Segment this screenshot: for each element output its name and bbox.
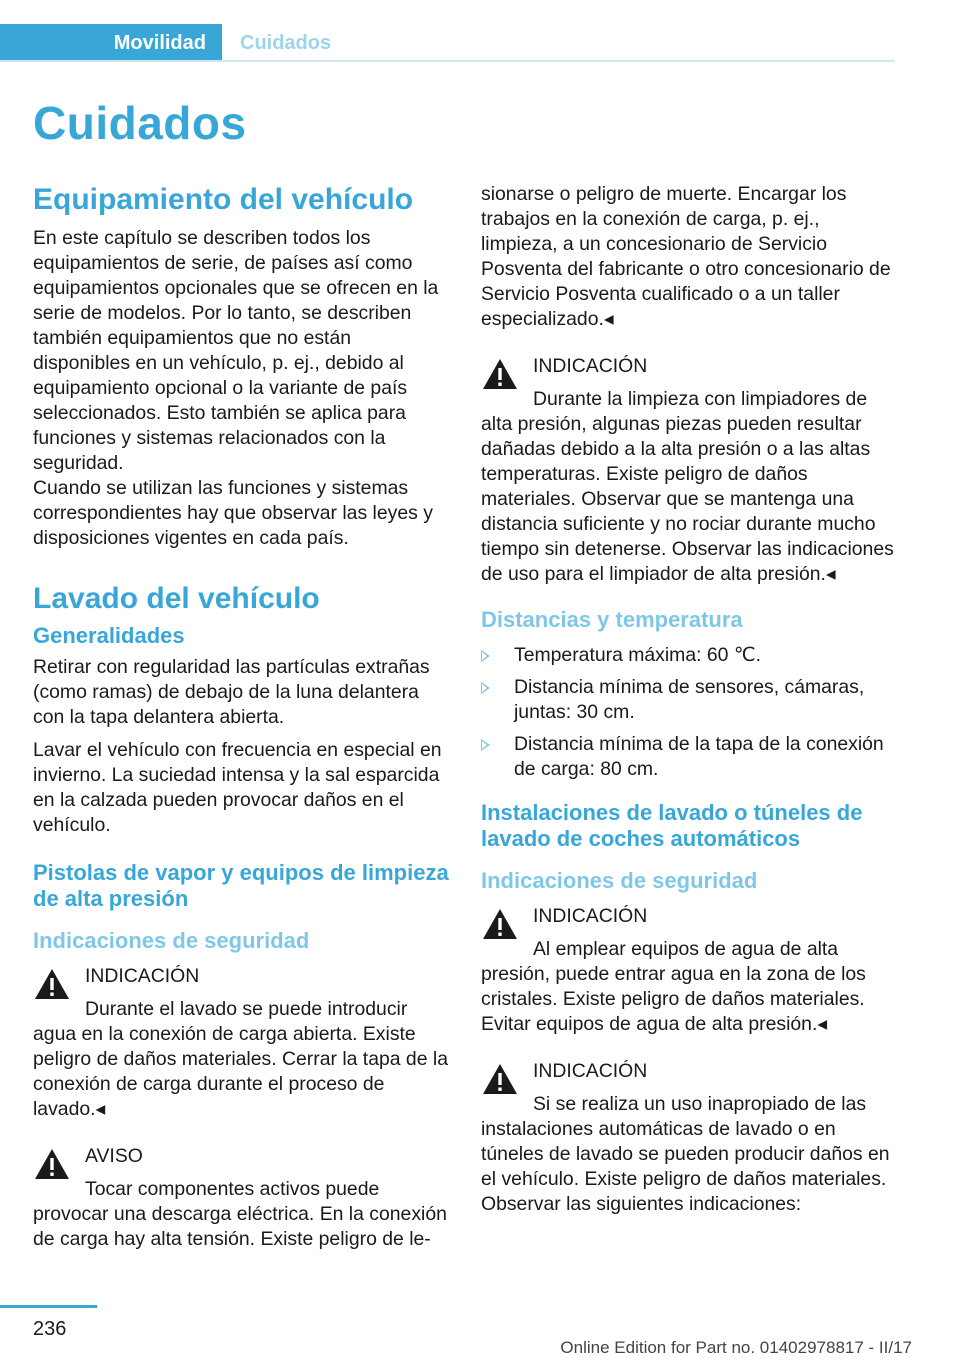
tab-movilidad[interactable]: Movilidad: [0, 24, 222, 62]
warning-icon: [33, 1147, 71, 1181]
right-column: [481, 182, 899, 1239]
edition-footer: Online Edition for Part no. 01402978817 - II/17: [560, 1338, 912, 1357]
notice-block: [33, 1144, 449, 1252]
heading-equipamiento: Equipamiento del vehículo: [33, 183, 414, 216]
warning-icon: [481, 907, 519, 941]
triangle-bullet-icon: [481, 650, 490, 662]
list-item: Distancia mínima de sensores, cámaras, juntas: 30 cm.: [481, 675, 899, 725]
notice-kind: INDICACIÓN: [85, 965, 200, 987]
notice-text: Durante la limpieza con limpiadores de alta presión, algunas piezas pueden resultar dañadas debido a la alta presión o a las altas temperaturas. Existe peligro de daños materiales. Observar que se mantenga una distancia suficiente y no rociar durante mucho tiempo sin detenerse. Observar las indicaciones de uso para el limpiador de alta presión.◂: [481, 388, 894, 585]
warning-icon: [481, 1062, 519, 1096]
paragraph: Cuando se utilizan las funciones y sistemas correspondientes hay que observar las leyes y disposiciones vigentes en cada país.: [33, 477, 433, 549]
notice-kind: INDICACIÓN: [533, 355, 648, 377]
notice-kind: INDICACIÓN: [533, 1060, 648, 1082]
heading-pistolas: Pistolas de vapor y equipos de limpieza de alta presión: [33, 860, 449, 911]
notice-text: Al emplear equipos de agua de alta presión, puede entrar agua en la zona de los cristales. Existe peligro de daños materiales. Evitar equipos de agua de alta presión.◂: [481, 938, 866, 1035]
list-item: Temperatura máxima: 60 ℃.: [481, 643, 899, 668]
bullet-list: [481, 643, 899, 782]
heading-generalidades: Generalidades: [33, 623, 185, 648]
notice-text: Si se realiza un uso inapropiado de las instalaciones automáticas de lavado o en túneles de lavado se pueden producir daños en el vehículo. Existe peligro de daños materiales. Observar las siguientes indicaciones:: [481, 1093, 890, 1215]
notice-block: [481, 1059, 899, 1217]
heading-indicaciones-seguridad: Indicaciones de seguridad: [481, 868, 758, 893]
paragraph: Lavar el vehículo con frecuencia en especial en invierno. La suciedad intensa y la sal esparcida en la calzada pueden provocar daños en el vehículo.: [33, 739, 442, 836]
notice-text: Tocar componentes activos puede provocar una descarga eléctrica. En la conexión de carga hay alta tensión. Existe peligro de le-: [33, 1178, 447, 1250]
left-column: [33, 182, 449, 1274]
page-number: 236: [33, 1318, 67, 1340]
page-title: Cuidados: [33, 97, 247, 149]
triangle-bullet-icon: [481, 739, 490, 751]
notice-kind: AVISO: [85, 1145, 143, 1167]
heading-lavado: Lavado del vehículo: [33, 582, 320, 615]
warning-icon: [481, 357, 519, 391]
header-tab-bar: [0, 24, 895, 62]
warning-icon: [33, 967, 71, 1001]
paragraph: En este capítulo se describen todos los equipamientos de serie, de países así como equipamientos opcionales que se ofrecen en la serie de modelos. Por lo tanto, se describen también equipamientos que no están disponibles en un vehículo, p. ej., debido al equipamiento opcional o la variante de país seleccionados. Esto también se aplica para funciones y sistemas relacionados con la seguridad.: [33, 227, 439, 474]
notice-kind: INDICACIÓN: [533, 905, 648, 927]
notice-block: [481, 904, 899, 1037]
notice-block: [481, 354, 899, 587]
notice-block: [33, 964, 449, 1122]
header-rule: [0, 60, 895, 62]
tab-cuidados[interactable]: Cuidados: [240, 32, 332, 54]
triangle-bullet-icon: [481, 682, 490, 694]
list-item: Distancia mínima de la tapa de la conexión de carga: 80 cm.: [481, 732, 899, 782]
notice-text: Durante el lavado se puede introducir agua en la conexión de carga abierta. Existe peligro de daños materiales. Cerrar la tapa de la conexión de carga durante el proceso de lavado.◂: [33, 998, 448, 1120]
heading-instalaciones: Instalaciones de lavado o túneles de lavado de coches automáticos: [481, 800, 863, 851]
heading-indicaciones-seguridad: Indicaciones de seguridad: [33, 928, 310, 953]
paragraph: Retirar con regularidad las partículas extrañas (como ramas) de debajo de la luna delantera con la tapa delantera abierta.: [33, 656, 430, 728]
heading-distancias: Distancias y temperatura: [481, 607, 743, 632]
paragraph: sionarse o peligro de muerte. Encargar los trabajos en la conexión de carga, p. ej., limpieza, a un concesionario de Servicio Posventa del fabricante o otro concesionario de Servicio Posventa cualificado o a un taller especializado.◂: [481, 183, 891, 330]
footer-rule: [0, 1305, 97, 1308]
